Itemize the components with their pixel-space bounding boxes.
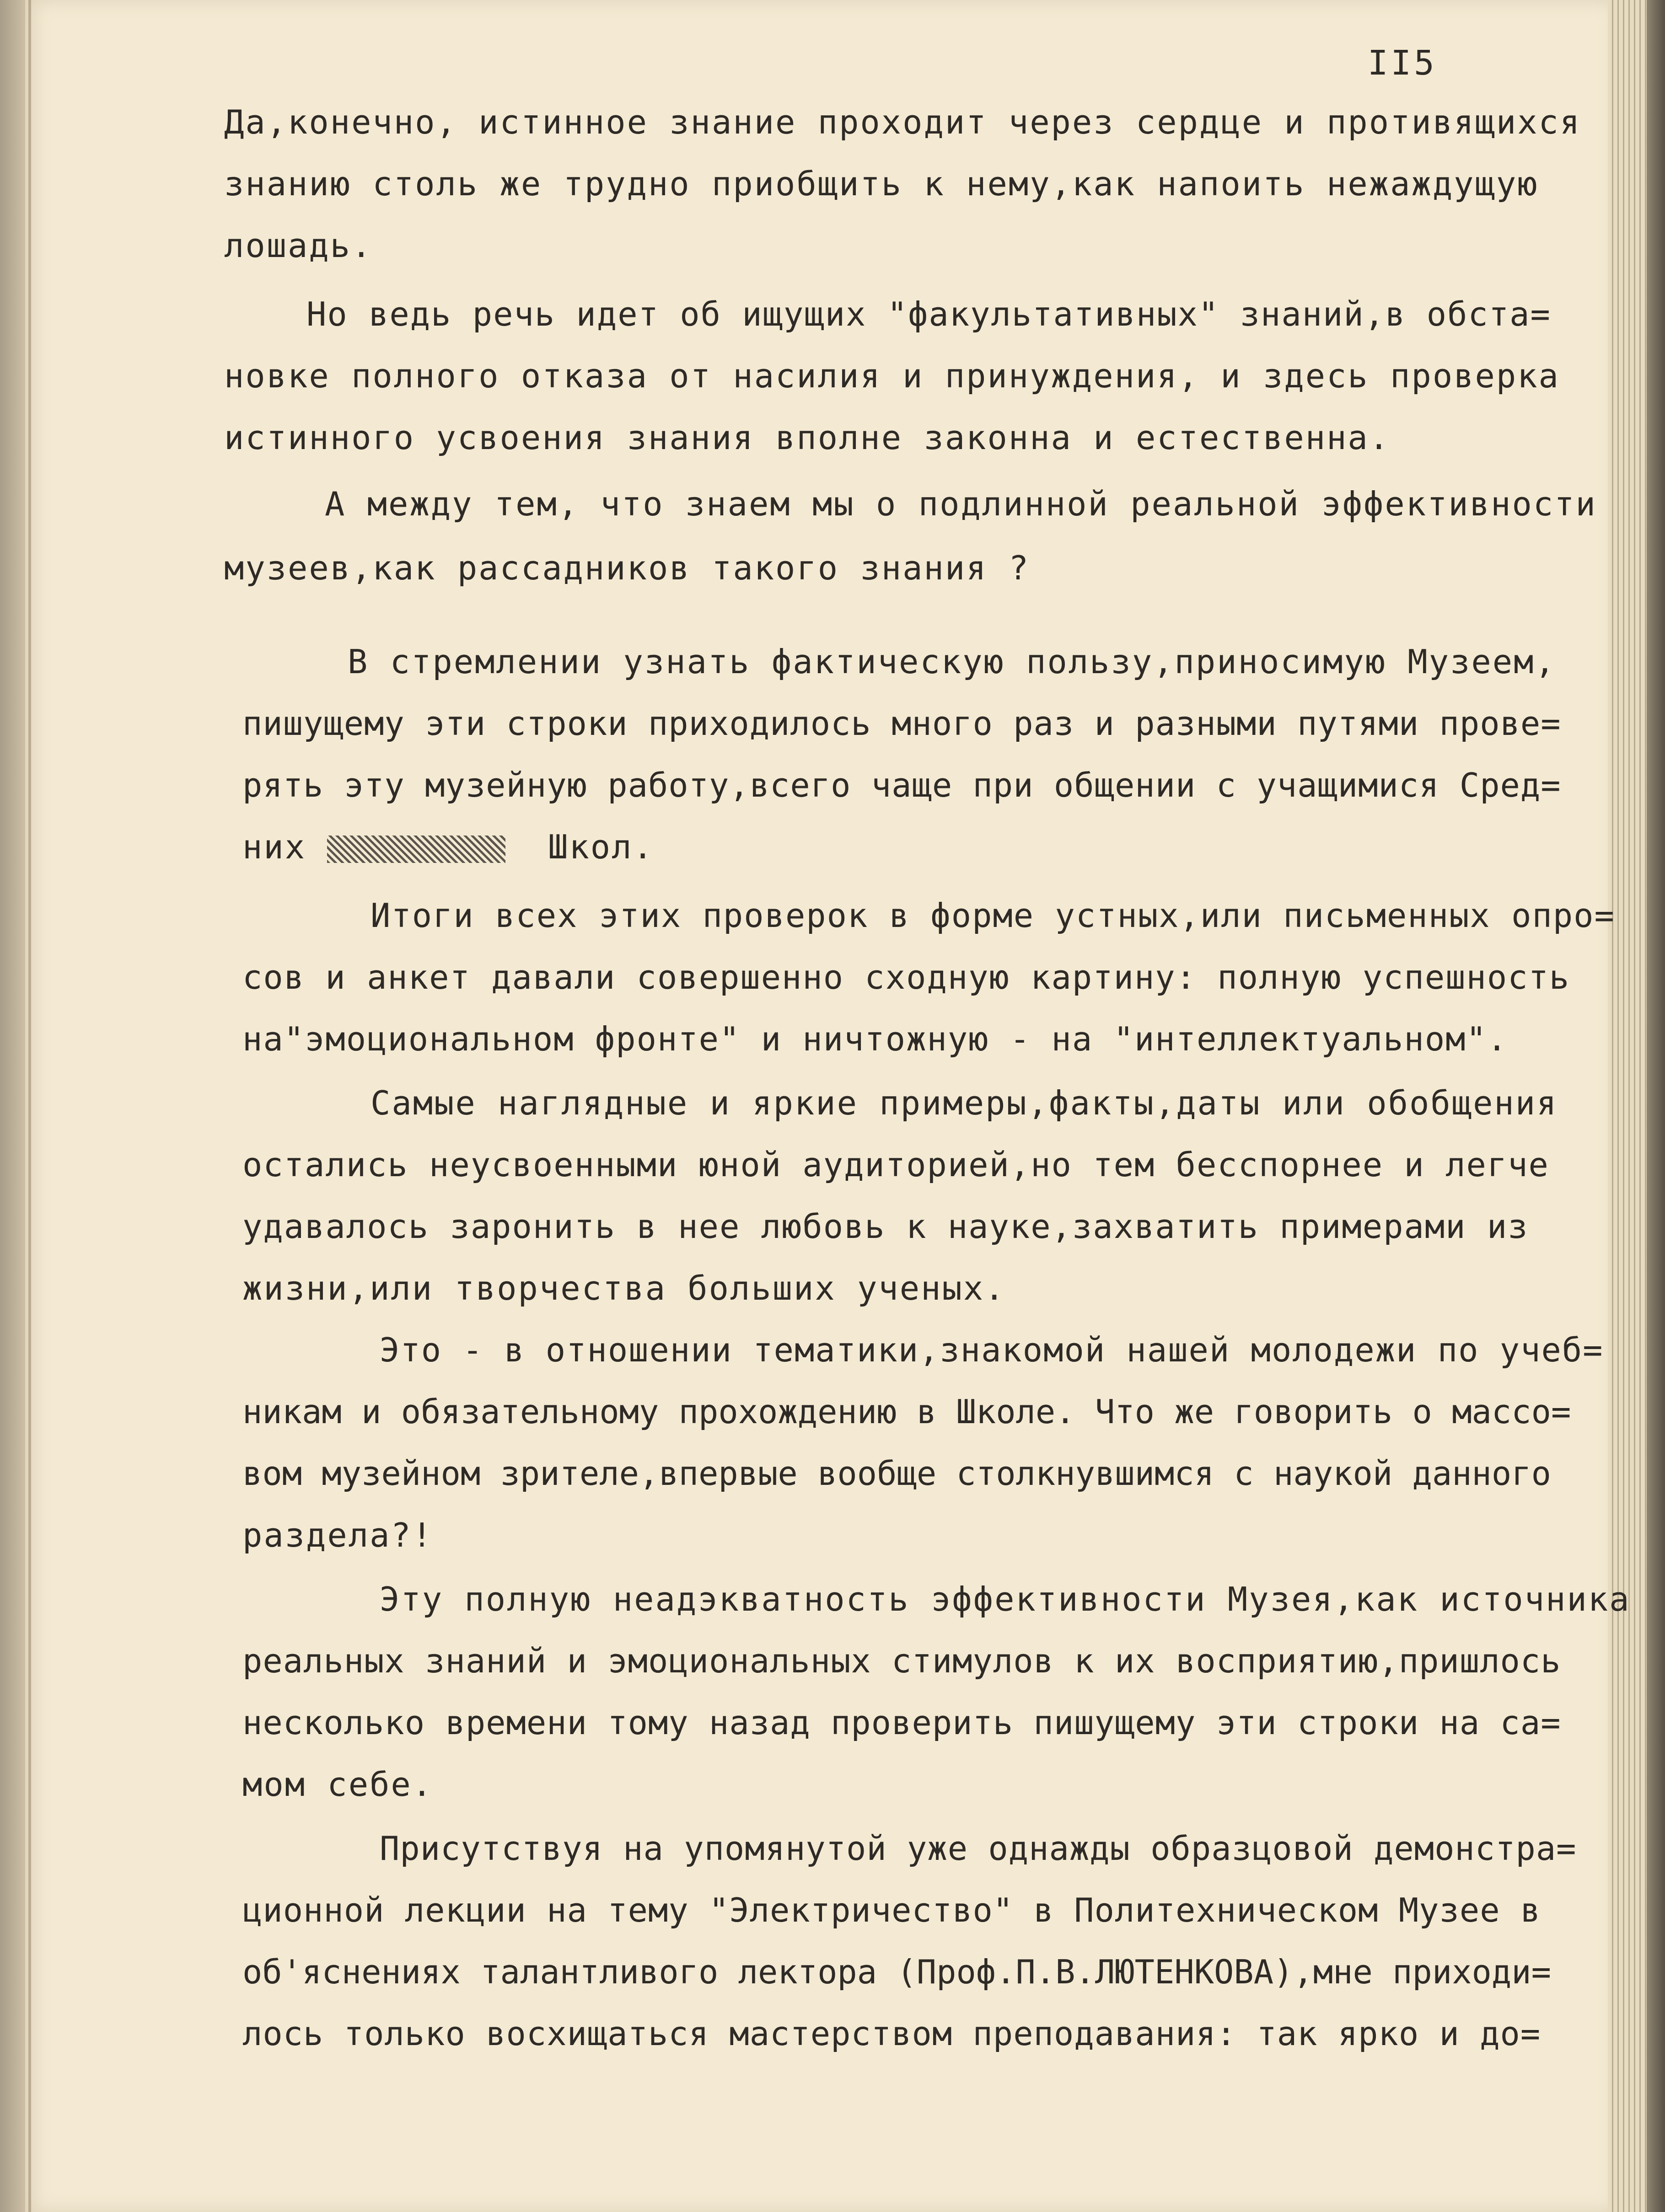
- crossed-out-word: [327, 836, 505, 863]
- text-line: Самые наглядные и яркие примеры,факты,даты или обобщения: [371, 1084, 1558, 1122]
- text-line: Это - в отношении тематики,знакомой нашей молодежи по учеб=: [380, 1331, 1604, 1369]
- text-line: лошадь.: [224, 226, 373, 265]
- text-line: реальных знаний и эмоциональных стимулов к их восприятию,пришлось: [242, 1642, 1561, 1680]
- text-line: удавалось заронить в нее любовь к науке,захватить примерами из: [242, 1207, 1529, 1246]
- struck-word: них: [242, 828, 306, 866]
- text-line: Эту полную неадэкватность эффективности Музея,как источника: [380, 1580, 1631, 1618]
- text-line: пишущему эти строки приходилось много раз и разными путями прове=: [242, 704, 1561, 743]
- text-line: Но ведь речь идет об ищущих "факультативных" знаний,в обста=: [306, 295, 1551, 333]
- book-gutter: [0, 0, 25, 2212]
- text-line: сов и анкет давали совершенно сходную картину: полную успешность: [242, 958, 1570, 996]
- text-line: остались неусвоенными юной аудиторией,но тем бесспорнее и легче: [242, 1146, 1549, 1184]
- text-line: мом себе.: [242, 1765, 434, 1804]
- text-line: лось только восхищаться мастерством преподавания: так ярко и до=: [242, 2014, 1541, 2053]
- text-line: Итоги всех этих проверок в форме устных,или письменных опро=: [371, 896, 1615, 935]
- text-line: раздела?!: [242, 1516, 434, 1554]
- text-line: вом музейном зрителе,впервые вообще столкнувшимся с наукой данного: [242, 1454, 1551, 1493]
- page-number: II5: [1368, 43, 1437, 83]
- text-line: Да,конечно, истинное знание проходит через сердце и противящихся: [224, 103, 1581, 141]
- text-line: об'яснениях талантливого лектора (Проф.П.В.ЛЮТЕНКОВА),мне приходи=: [242, 1953, 1551, 1991]
- text-line: несколько времени тому назад проверить пишущему эти строки на са=: [242, 1703, 1561, 1742]
- text-line: В стремлении узнать фактическую пользу,приносимую Музеем,: [348, 643, 1556, 681]
- binding-edge: [1647, 0, 1665, 2212]
- text-line: [242, 830, 654, 864]
- text-line: на"эмоциональном фронте" и ничтожную - на "интеллектуальном".: [242, 1020, 1508, 1058]
- text-line: А между тем, что знаем мы о подлинной реальной эффективности: [325, 485, 1597, 523]
- text-line: рять эту музейную работу,всего чаще при общении с учащимися Сред=: [242, 766, 1561, 804]
- text-line: новке полного отказа от насилия и принуждения, и здесь проверка: [224, 357, 1560, 395]
- text-line: музеев,как рассадников такого знания ?: [224, 549, 1030, 587]
- text-line: жизни,или творчества больших ученых.: [242, 1269, 1006, 1307]
- text-line: ционной лекции на тему "Электричество" в Политехническом Музее в: [242, 1891, 1541, 1929]
- binding-line: [28, 0, 31, 2212]
- text-line: знанию столь же трудно приобщить к нему,как напоить нежаждущую: [224, 165, 1539, 203]
- text-line: никам и обязательному прохождению в Школе. Что же говорить о массо=: [242, 1393, 1571, 1431]
- text-line: Присутствуя на упомянутой уже однажды образцовой демонстра=: [380, 1829, 1577, 1868]
- text-line: истинного усвоения знания вполне законна и естественна.: [224, 418, 1391, 457]
- struck-line-end: Школ.: [548, 828, 654, 866]
